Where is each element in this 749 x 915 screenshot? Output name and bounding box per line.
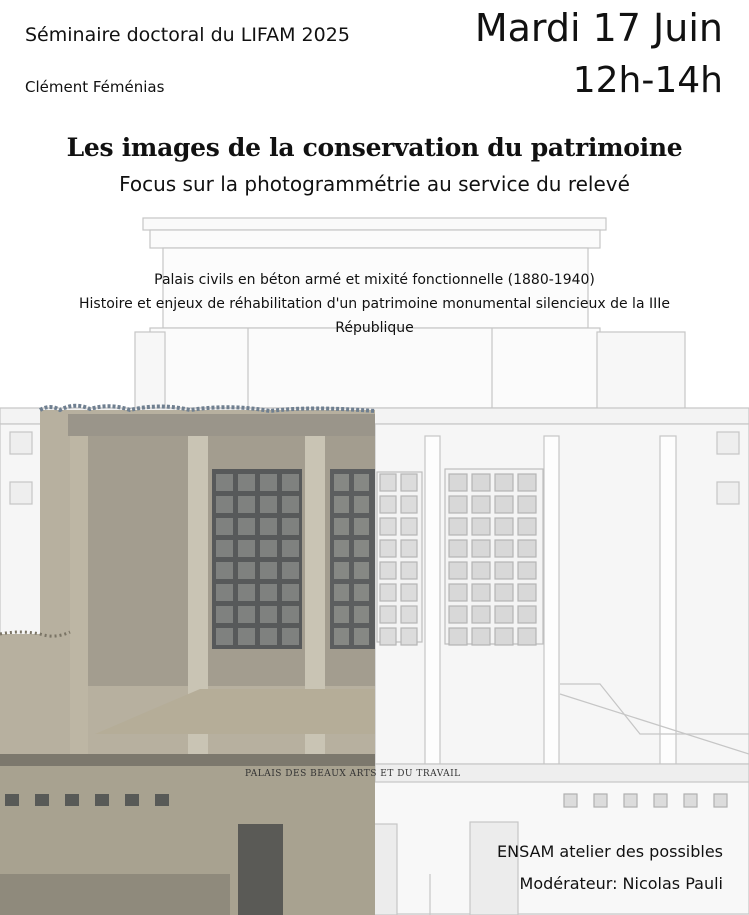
description-line-1: Palais civils en béton armé et mixité fonctionnelle (1880-1940) bbox=[154, 272, 595, 288]
description-line-2: Histoire et enjeux de réhabilitation d'un patrimoine monumental silencieux de la IIIe bbox=[79, 296, 670, 312]
photogrammetry-image bbox=[0, 406, 375, 915]
talk-description bbox=[40, 268, 709, 340]
event-date: Mardi 17 Juin bbox=[474, 6, 723, 50]
venue-label: ENSAM atelier des possibles bbox=[497, 842, 723, 861]
seminar-title: Séminaire doctoral du LIFAM 2025 bbox=[25, 24, 350, 46]
speaker-name: Clément Féménias bbox=[25, 78, 165, 96]
poster-title: Les images de la conservation du patrimoine bbox=[66, 133, 683, 162]
moderator-label: Modérateur: Nicolas Pauli bbox=[519, 874, 723, 893]
poster-subtitle: Focus sur la photogrammétrie au service du relevé bbox=[119, 172, 630, 196]
event-time: 12h-14h bbox=[572, 60, 723, 101]
building-inscription: PALAIS DES BEAUX ARTS ET DU TRAVAIL bbox=[245, 769, 461, 779]
description-line-3: République bbox=[335, 320, 414, 336]
